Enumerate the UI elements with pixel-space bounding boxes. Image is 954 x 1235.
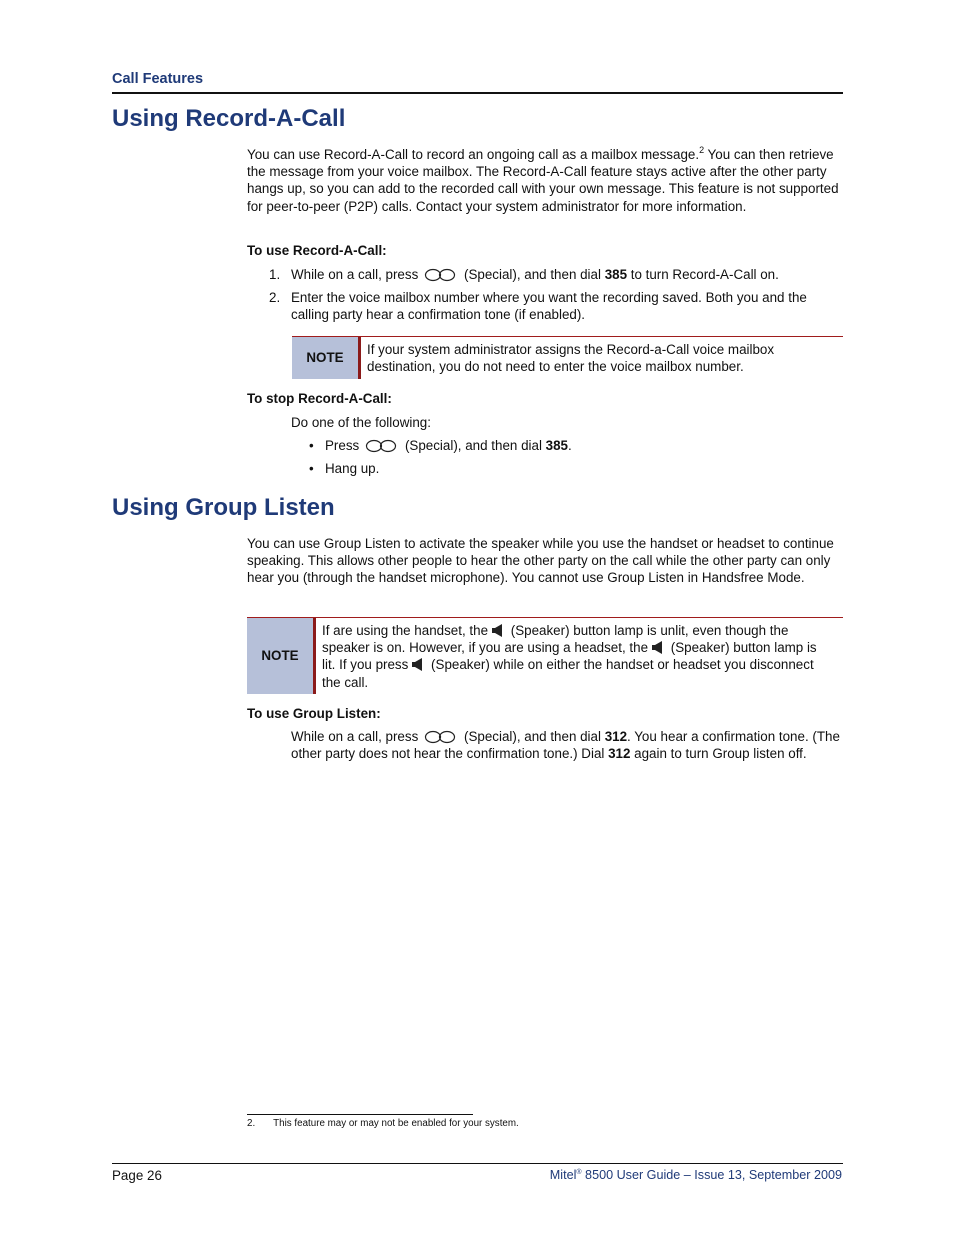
- record-note: [292, 336, 843, 379]
- record-step-2: Enter the voice mailbox number where you want the recording saved. Both you and the calling party hear a confirmation tone (if enabled).: [291, 290, 807, 323]
- footnote: [247, 1118, 519, 1130]
- group-intro: You can use Group Listen to activate the speaker while you use the handset or headset to continue speaking. This allows other people to hear the other party on the call while the other party can only hear you (through the handset microphone). You cannot use Group Listen in Handsfree Mode.: [247, 536, 834, 586]
- record-use-heading: To use Record-A-Call:: [247, 243, 387, 258]
- group-use-heading: To use Group Listen:: [247, 706, 381, 721]
- page-number: Page 26: [112, 1168, 162, 1183]
- group-section-title: Using Group Listen: [112, 494, 335, 521]
- record-note-text: If your system administrator assigns the Record-a-Call voice mailbox destination, you do not need to enter the voice mailbox number.: [367, 342, 775, 375]
- special-key-icon: [365, 439, 397, 453]
- footnote-ref[interactable]: 2: [699, 145, 705, 155]
- group-note: [247, 617, 843, 694]
- special-key-icon: [424, 268, 456, 282]
- speaker-icon: [411, 657, 424, 672]
- record-step-1: While on a call, press (Special), and then dial 385 to turn Record-A-Call on.: [291, 267, 779, 282]
- group-note-text: If are using the handset, the (Speaker) button lamp is unlit, even though the speaker is on. However, if you are using a headset, the (Speaker) button lamp is lit. If you press (Speaker) while on either the handset or headset you disconnect the call.: [322, 623, 817, 690]
- record-section-title: Using Record-A-Call: [112, 105, 346, 132]
- running-title: Call Features: [112, 71, 204, 87]
- record-stop-bullet-2: Hang up.: [325, 461, 380, 476]
- note-label: NOTE: [247, 618, 316, 694]
- record-stop-intro: Do one of the following:: [291, 415, 431, 430]
- record-stop-bullet-1: Press (Special), and then dial 385.: [325, 438, 572, 453]
- header-rule: [112, 92, 843, 94]
- footer-rule: [112, 1163, 843, 1164]
- footnote-number: 2.: [247, 1118, 256, 1129]
- group-step: While on a call, press (Special), and then dial 312. You hear a confirmation tone. (The other party does not hear the confirmation tone.) Dial 312 again to turn Group listen off.: [291, 729, 840, 762]
- footer-guide-title: Mitel® 8500 User Guide – Issue 13, September 2009: [549, 1168, 842, 1182]
- record-intro: You can use Record-A-Call to record an ongoing call as a mailbox message.$^2$ You can then retrieve the message from your voice mailbox. The Record-A-Call feature stays active after the other party hangs up, so you can add to the recorded call with your own message. This feature is not supported for peer-to-peer (P2P) calls. Contact your system administrator for more information.: [247, 145, 839, 214]
- bullet-dot: •: [309, 438, 314, 453]
- note-label: NOTE: [292, 337, 361, 379]
- record-stop-heading: To stop Record-A-Call:: [247, 391, 392, 406]
- record-step-1-number: 1.: [269, 267, 281, 282]
- speaker-icon: [651, 640, 664, 655]
- bullet-dot: •: [309, 461, 314, 476]
- footnote-text: This feature may or may not be enabled for your system.: [273, 1118, 519, 1129]
- speaker-icon: [491, 623, 504, 638]
- special-key-icon: [424, 730, 456, 744]
- footnote-rule: [247, 1114, 473, 1115]
- record-step-2-number: 2.: [269, 290, 281, 305]
